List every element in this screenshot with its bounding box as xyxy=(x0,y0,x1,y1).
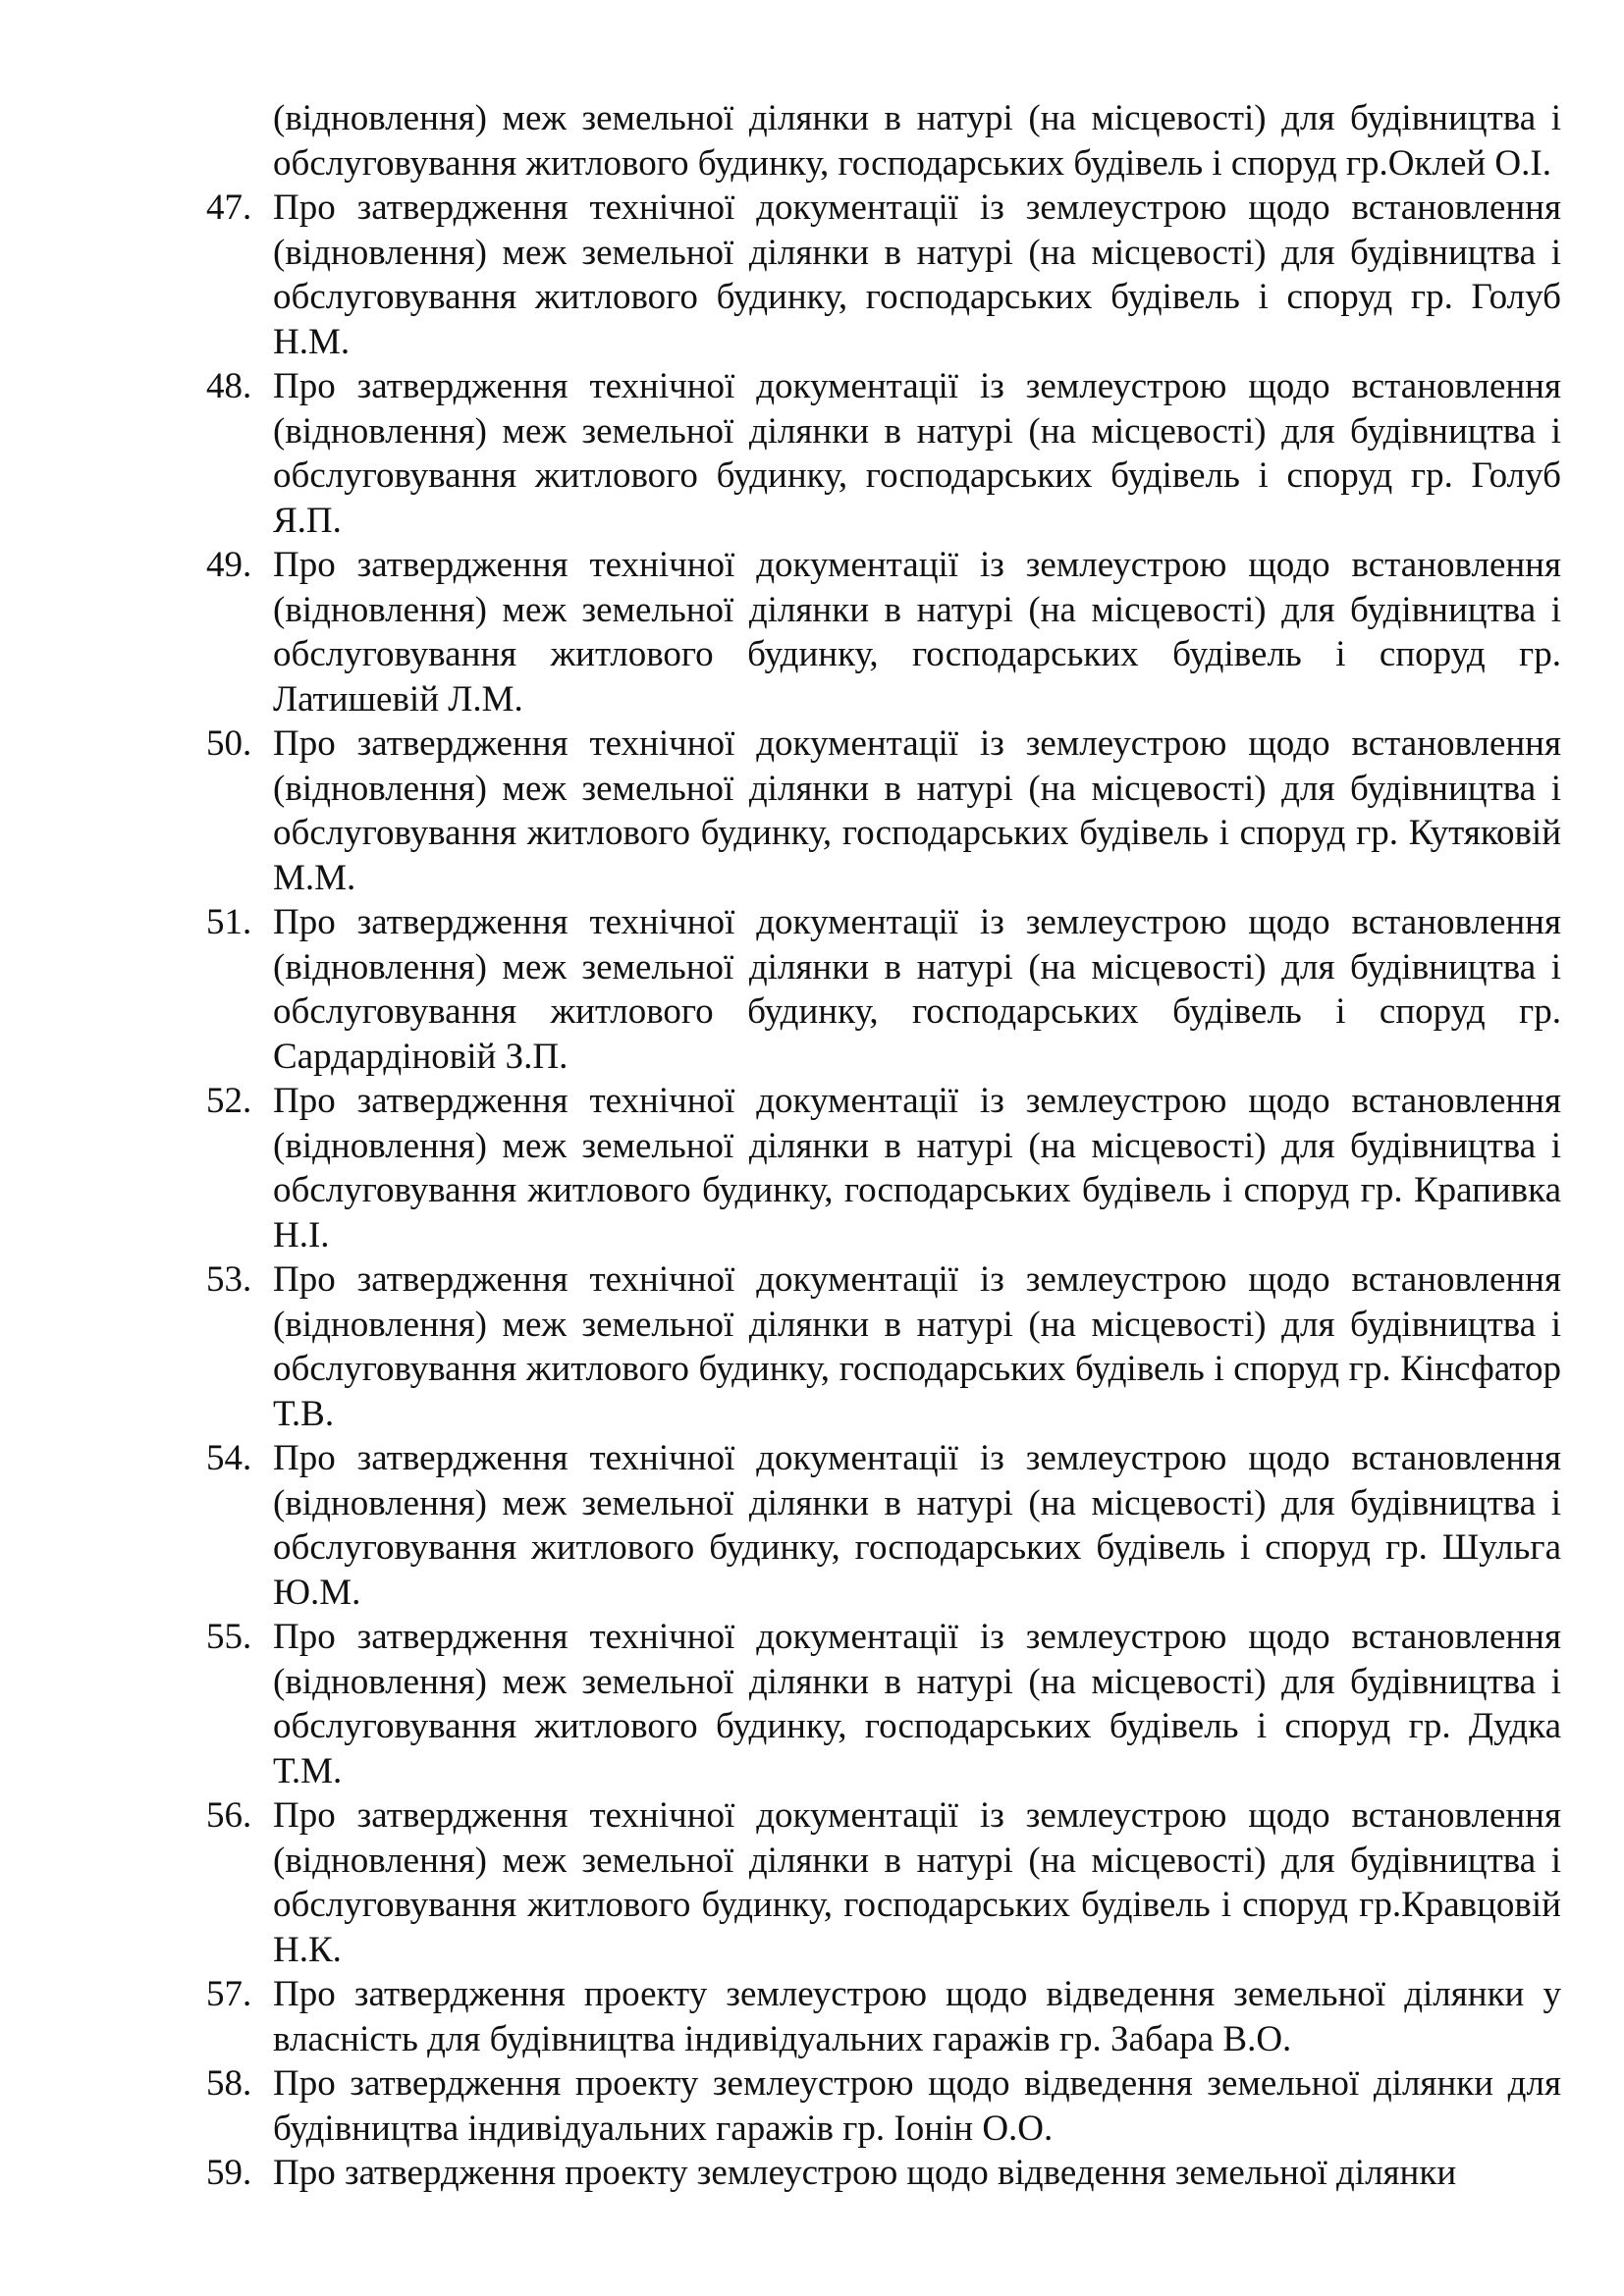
list-item xyxy=(206,1079,1561,1257)
item-number: 56. xyxy=(206,1795,252,1836)
item-number: 52. xyxy=(206,1081,252,1121)
list-item xyxy=(206,186,1561,364)
continued-item-text: (відновлення) меж земельної ділянки в натурі (на місцевості) для будівництва і обслуговування житлового будинку, господарських будівель і споруд гр.Оклей О.І. xyxy=(273,98,1561,184)
item-number: 58. xyxy=(206,2063,252,2104)
item-number: 59. xyxy=(206,2153,252,2193)
item-number: 57. xyxy=(206,1974,252,2014)
item-number: 48. xyxy=(206,366,252,406)
list-item xyxy=(206,2151,1561,2196)
item-number: 51. xyxy=(206,902,252,942)
agenda-list xyxy=(206,96,1561,2196)
item-number: 49. xyxy=(206,545,252,585)
list-item xyxy=(206,543,1561,721)
list-item xyxy=(206,1436,1561,1615)
item-text: Про затвердження технічної документації із землеустрою щодо встановлення (відновлення) меж земельної ділянки в натурі (на місцевості) для будівництва і обслуговування житлового будинку, господарських будівель і споруд гр. Дудка Т.М. xyxy=(273,1617,1561,1791)
list-item xyxy=(206,1615,1561,1793)
item-number: 53. xyxy=(206,1259,252,1300)
list-item xyxy=(206,721,1561,900)
item-number: 47. xyxy=(206,187,252,228)
item-number: 54. xyxy=(206,1438,252,1478)
list-item xyxy=(206,1793,1561,1972)
list-item xyxy=(206,900,1561,1079)
list-item xyxy=(206,1257,1561,1436)
list-item xyxy=(206,364,1561,543)
item-text: Про затвердження технічної документації із землеустрою щодо встановлення (відновлення) меж земельної ділянки в натурі (на місцевості) для будівництва і обслуговування житлового будинку, господарських будівель і споруд гр. Голуб Я.П. xyxy=(273,366,1561,541)
item-text: Про затвердження проекту землеустрою щодо відведення земельної ділянки для будівництва індивідуальних гаражів гр. Іонін О.О. xyxy=(273,2063,1561,2149)
item-number: 55. xyxy=(206,1617,252,1657)
item-number: 50. xyxy=(206,723,252,764)
item-text: Про затвердження технічної документації із землеустрою щодо встановлення (відновлення) меж земельної ділянки в натурі (на місцевості) для будівництва і обслуговування житлового будинку, господарських будівель і споруд гр. Латишевій Л.М. xyxy=(273,545,1561,720)
item-text: Про затвердження технічної документації із землеустрою щодо встановлення (відновлення) меж земельної ділянки в натурі (на місцевості) для будівництва і обслуговування житлового будинку, господарських будівель і споруд гр. Кінсфатор Т.В. xyxy=(273,1259,1561,1434)
item-text: Про затвердження технічної документації із землеустрою щодо встановлення (відновлення) меж земельної ділянки в натурі (на місцевості) для будівництва і обслуговування житлового будинку, господарських будівель і споруд гр. Голуб Н.М. xyxy=(273,187,1561,362)
item-text: Про затвердження проекту землеустрою щодо відведення земельної ділянки у власність для будівництва індивідуальних гаражів гр. Забара В.О. xyxy=(273,1974,1561,2059)
item-text: Про затвердження технічної документації із землеустрою щодо встановлення (відновлення) меж земельної ділянки в натурі (на місцевості) для будівництва і обслуговування житлового будинку, господарських будівель і споруд гр.Кравцовій Н.К. xyxy=(273,1795,1561,1970)
item-text: Про затвердження технічної документації із землеустрою щодо встановлення (відновлення) меж земельної ділянки в натурі (на місцевості) для будівництва і обслуговування житлового будинку, господарських будівель і споруд гр. Крапивка Н.І. xyxy=(273,1081,1561,1255)
list-item xyxy=(206,2061,1561,2151)
item-text: Про затвердження технічної документації із землеустрою щодо встановлення (відновлення) меж земельної ділянки в натурі (на місцевості) для будівництва і обслуговування житлового будинку, господарських будівель і споруд гр. Шульга Ю.М. xyxy=(273,1438,1561,1613)
list-item xyxy=(206,1972,1561,2061)
item-text: Про затвердження технічної документації із землеустрою щодо встановлення (відновлення) меж земельної ділянки в натурі (на місцевості) для будівництва і обслуговування житлового будинку, господарських будівель і споруд гр. Кутяковій М.М. xyxy=(273,723,1561,898)
item-text: Про затвердження технічної документації із землеустрою щодо встановлення (відновлення) меж земельної ділянки в натурі (на місцевості) для будівництва і обслуговування житлового будинку, господарських будівель і споруд гр. Сардардіновій З.П. xyxy=(273,902,1561,1077)
item-text: Про затвердження проекту землеустрою щодо відведення земельної ділянки xyxy=(273,2153,1457,2193)
